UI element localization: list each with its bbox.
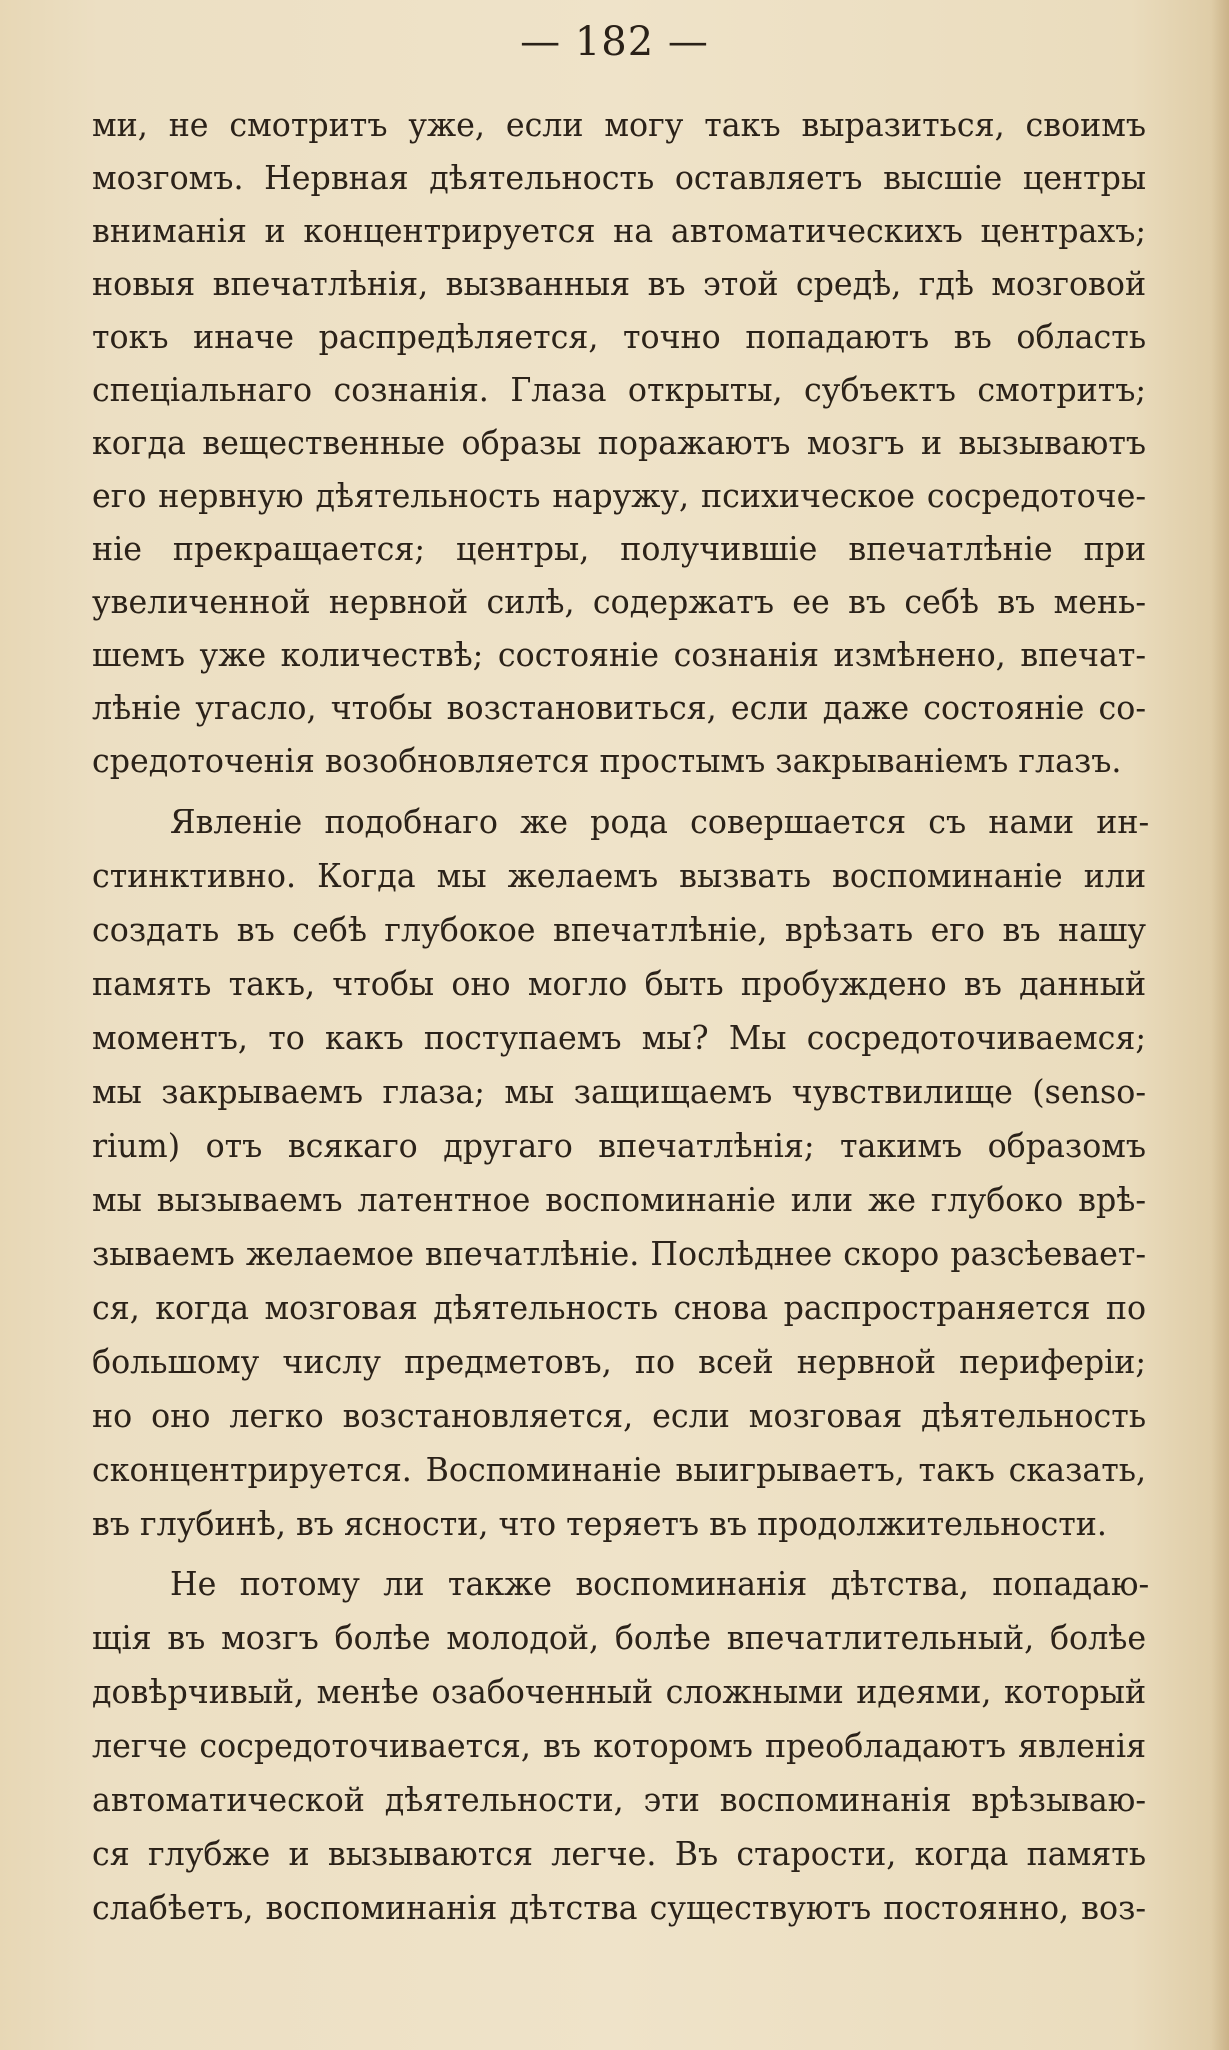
text-line: лѣніе угасло, чтобы возстановиться, если даже состояніе со-	[92, 688, 1147, 727]
text-line: память такъ, чтобы оно могло быть пробуждено въ данный	[92, 964, 1147, 1003]
text-line: щія въ мозгъ болѣе молодой, болѣе впечатлительный, болѣе	[92, 1618, 1147, 1657]
text-line: ми, не смотритъ уже, если могу такъ выразиться, своимъ	[92, 105, 1147, 144]
text-line: сконцентрируется. Воспоминаніе выигрываетъ, такъ сказать,	[92, 1450, 1147, 1489]
text-line: стинктивно. Когда мы желаемъ вызвать воспоминаніе или	[92, 856, 1147, 895]
text-line: увеличенной нервной силѣ, содержатъ ее въ себѣ въ мень-	[92, 582, 1147, 621]
text-line: вниманія и концентрируется на автоматическихъ центрахъ;	[92, 211, 1147, 250]
text-line: создать въ себѣ глубокое впечатлѣніе, врѣзать его въ нашу	[92, 910, 1147, 949]
page-number: — 182 —	[520, 19, 709, 65]
text-line: мозгомъ. Нервная дѣятельность оставляетъ высшіе центры	[92, 158, 1147, 197]
text-line: большому числу предметовъ, по всей нервной периферіи;	[92, 1342, 1147, 1381]
text-line: Явленіе подобнаго же рода совершается съ нами ин-	[170, 802, 1150, 841]
text-line: легче сосредоточивается, въ которомъ преобладаютъ явленія	[92, 1726, 1147, 1765]
text-line: средоточенія возобновляется простымъ закрываніемъ глазъ.	[92, 741, 1122, 780]
text-line: Не потому ли также воспоминанія дѣтства, попадаю-	[170, 1564, 1150, 1603]
text-line: ся глубже и вызываются легче. Въ старости, когда память	[92, 1834, 1147, 1873]
text-line: моментъ, то какъ поступаемъ мы? Мы сосредоточиваемся;	[92, 1018, 1147, 1057]
text-line: довѣрчивый, менѣе озабоченный сложными идеями, который	[92, 1672, 1147, 1711]
text-line: автоматической дѣятельности, эти воспоминанія врѣзываю-	[92, 1780, 1147, 1819]
text-line: въ глубинѣ, въ ясности, что теряетъ въ продолжительности.	[92, 1504, 1107, 1543]
text-line: спеціальнаго сознанія. Глаза открыты, субъектъ смотритъ;	[92, 370, 1147, 409]
text-line: новыя впечатлѣнія, вызванныя въ этой средѣ, гдѣ мозговой	[92, 264, 1147, 303]
text-line: ніе прекращается; центры, получившіе впечатлѣніе при	[92, 529, 1147, 568]
text-line: токъ иначе распредѣляется, точно попадаютъ въ область	[92, 317, 1147, 356]
text-line: ся, когда мозговая дѣятельность снова распространяется по	[92, 1288, 1147, 1327]
text-line: шемъ уже количествѣ; состояніе сознанія измѣнено, впечат-	[92, 635, 1147, 674]
text-line: когда вещественные образы поражаютъ мозгъ и вызываютъ	[92, 423, 1147, 462]
text-line: rium) отъ всякаго другаго впечатлѣнія; такимъ образомъ	[92, 1126, 1147, 1165]
page-edge-shadow	[1211, 0, 1229, 2050]
text-line: слабѣетъ, воспоминанія дѣтства существуютъ постоянно, воз-	[92, 1888, 1147, 1927]
text-line: его нервную дѣятельность наружу, психическое сосредоточе-	[92, 476, 1147, 515]
text-line: мы закрываемъ глаза; мы защищаемъ чувствилище (senso-	[92, 1072, 1147, 1111]
text-line: мы вызываемъ латентное воспоминаніе или же глубоко врѣ-	[92, 1180, 1147, 1219]
text-line: зываемъ желаемое впечатлѣніе. Послѣднее скоро разсѣевает-	[92, 1234, 1147, 1273]
text-line: но оно легко возстановляется, если мозговая дѣятельность	[92, 1396, 1147, 1435]
